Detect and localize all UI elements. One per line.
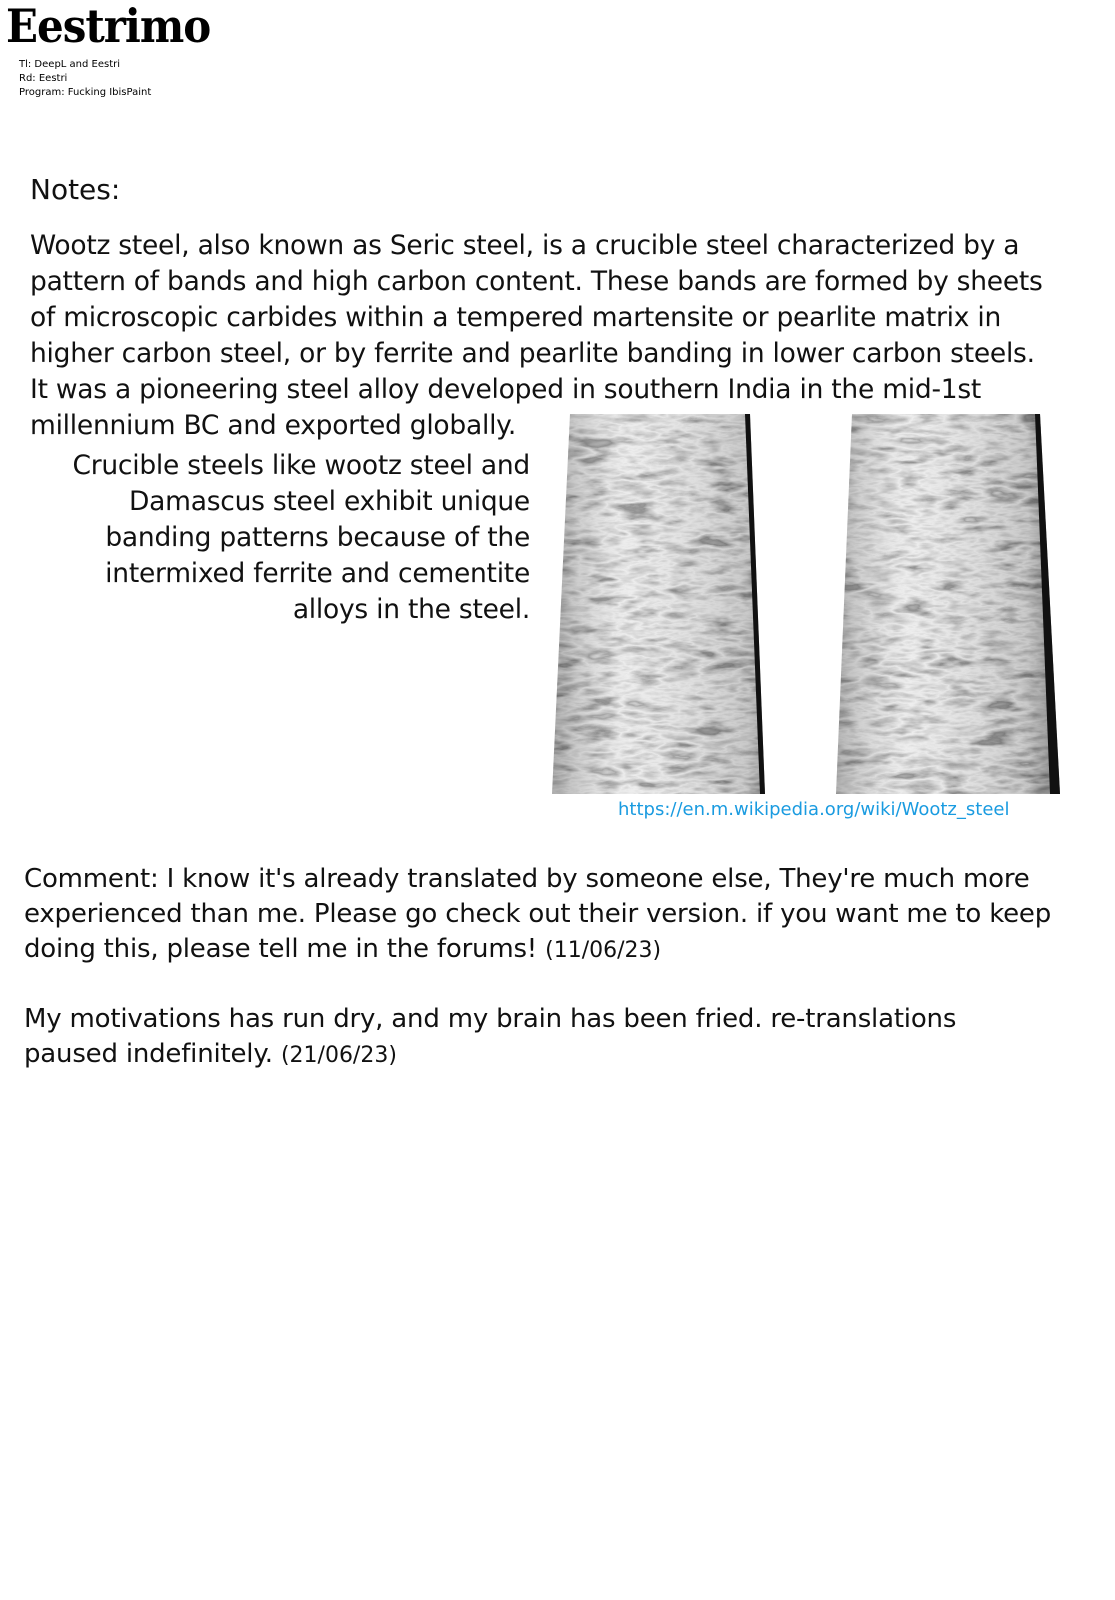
comment-line-text: paused indefinitely. xyxy=(24,1039,273,1069)
scanlator-logo: Eestrimo xyxy=(6,0,211,53)
notes-paragraph xyxy=(30,228,1090,444)
notes-line: of microscopic carbides within a tempered martensite or pearlite matrix in xyxy=(30,302,1002,333)
credit-redrawer: Rd: Eestri xyxy=(19,73,68,84)
crucible-line: banding patterns because of the xyxy=(105,522,530,553)
crucible-line: Damascus steel exhibit unique xyxy=(129,486,530,517)
credits xyxy=(19,58,151,100)
crucible-paragraph xyxy=(30,448,530,628)
wikipedia-source-link[interactable]: https://en.m.wikipedia.org/wiki/Wootz_steel xyxy=(618,799,1010,820)
wootz-steel-photo xyxy=(540,414,1075,794)
notes-line: higher carbon steel, or by ferrite and pearlite banding in lower carbon steels. xyxy=(30,338,1035,369)
translator-comment xyxy=(24,862,1094,968)
comment-line xyxy=(24,1037,1094,1073)
notes-title: Notes: xyxy=(30,173,121,206)
comment-date: (21/06/23) xyxy=(280,1043,397,1068)
comment-date: (11/06/23) xyxy=(545,938,662,963)
crucible-line: Crucible steels like wootz steel and xyxy=(72,450,530,481)
notes-line: pattern of bands and high carbon content. These bands are formed by sheets xyxy=(30,266,1043,297)
credit-program: Program: Fucking IbisPaint xyxy=(19,87,152,98)
crucible-line: alloys in the steel. xyxy=(292,594,530,625)
comment-line: Comment: I know it's already translated by someone else, They're much more xyxy=(24,864,1030,894)
notes-line: Wootz steel, also known as Seric steel, is a crucible steel characterized by a xyxy=(30,230,1020,261)
credit-translator: Tl: DeepL and Eestri xyxy=(19,59,121,70)
comment-line-text: doing this, please tell me in the forums! xyxy=(24,934,538,964)
crucible-line: intermixed ferrite and cementite xyxy=(105,558,530,589)
comment-line: My motivations has run dry, and my brain has been fried. re-translations xyxy=(24,1004,957,1034)
hiatus-comment xyxy=(24,1002,1094,1073)
notes-line: millennium BC and exported globally. xyxy=(30,410,517,441)
notes-line: It was a pioneering steel alloy developed in southern India in the mid-1st xyxy=(30,374,982,405)
comment-line: experienced than me. Please go check out their version. if you want me to keep xyxy=(24,899,1052,929)
comment-line xyxy=(24,932,1094,968)
